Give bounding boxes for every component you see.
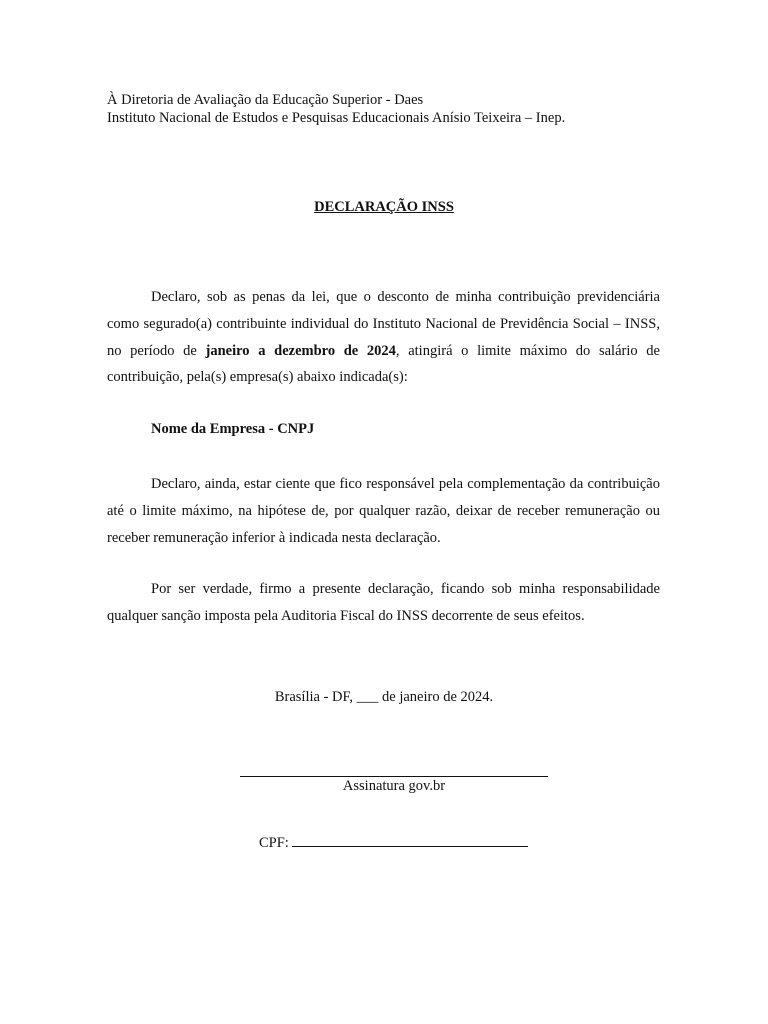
paragraph-3-text: Por ser verdade, firmo a presente declaração, ficando sob minha responsabilidade qualquer sanção imposta pela Auditoria Fiscal do INSS decorrente de seus efeitos. [107,581,660,624]
cpf-label: CPF: [259,835,289,851]
declaration-paragraph-2 [107,471,660,551]
paragraph-1-text-start: Declaro, sob as penas da lei, que o desconto de minha contribuição previdenciária como segurado(a) contribuinte individual do Instituto Nacional de Previdência Social – INSS, no período de [107,289,660,359]
addressee-block [107,91,667,127]
cpf-blank-line [292,832,528,847]
signature-line [240,776,548,777]
cpf-field [259,832,528,852]
paragraph-1-text-end: , atingirá o limite máximo do salário de contribuição, pela(s) empresa(s) abaixo indicada(s): [107,342,660,386]
signature-label: Assinatura gov.br [342,778,446,794]
addressee-line-2: Instituto Nacional de Estudos e Pesquisas Educacionais Anísio Teixeira – Inep. [107,110,566,126]
addressee-line-1: À Diretoria de Avaliação da Educação Superior - Daes [107,92,424,108]
declaration-paragraph-1 [107,284,660,391]
document-title: DECLARAÇÃO INSS [314,199,454,215]
paragraph-2-text: Declaro, ainda, estar ciente que fico responsável pela complementação da contribuição até o limite máximo, na hipótese de, por qualquer razão, deixar de receber remuneração ou receber remuneração inferior à indicada nesta declaração. [107,476,660,546]
company-name-cnpj: Nome da Empresa - CNPJ [151,421,315,437]
place-and-date: Brasília - DF, ___ de janeiro de 2024. [274,689,494,705]
declaration-paragraph-3 [107,576,660,630]
period-bold-text: janeiro a dezembro de 2024 [205,342,396,359]
